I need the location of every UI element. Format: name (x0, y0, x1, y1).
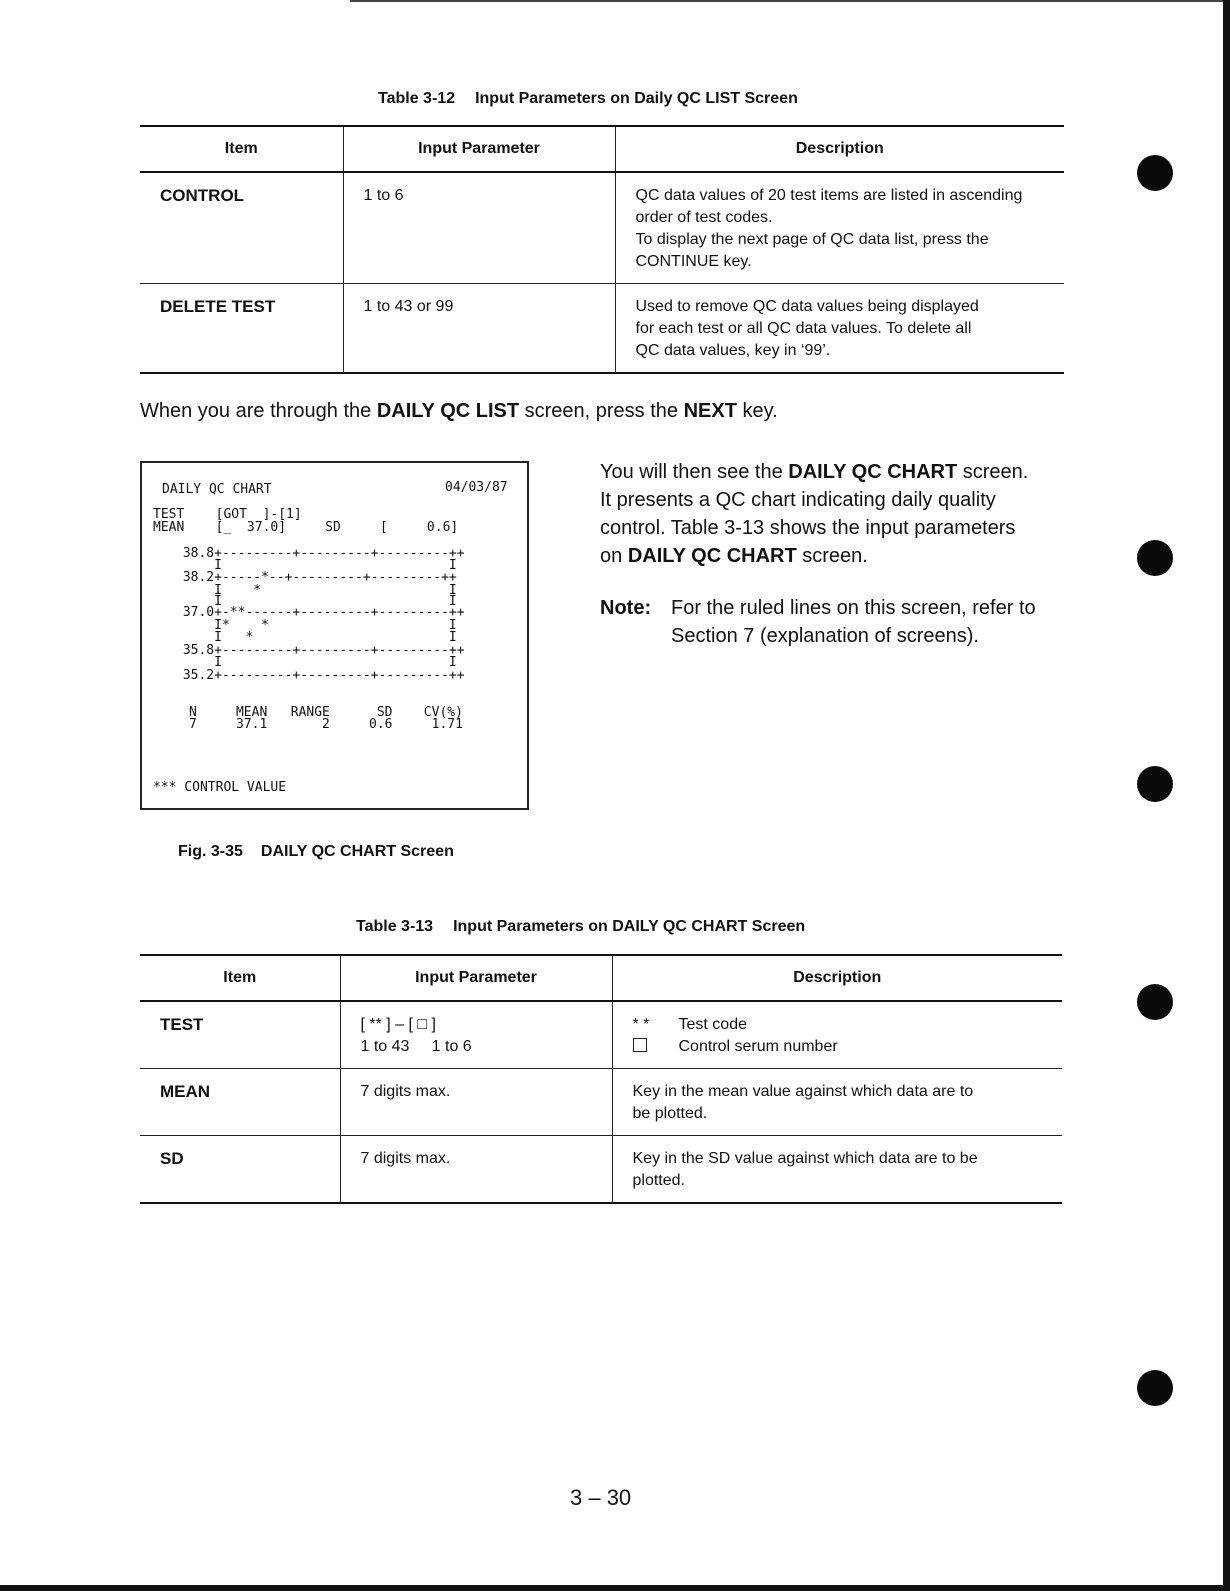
table-313 (140, 954, 1062, 1204)
col-header-description: Description (612, 955, 1062, 1001)
table-312-number: Table 3-12 (378, 90, 456, 107)
row-param: 1 to 6 (343, 172, 615, 284)
row-description (612, 1136, 1062, 1204)
row-item: SD (140, 1136, 340, 1204)
para-screen-name: DAILY QC CHART (788, 461, 958, 483)
row-item: TEST (140, 1001, 340, 1069)
para-screen-name: DAILY QC CHART (627, 545, 797, 567)
row-description (615, 172, 1064, 284)
stats-header: N MEAN RANGE SD CV(%) (189, 705, 463, 720)
binder-hole-icon (1137, 1370, 1173, 1406)
param-format: [ ** ] – [ □ ] (360, 1016, 436, 1033)
table-312-caption (378, 90, 798, 108)
table-row (140, 1069, 1062, 1136)
row-param: 1 to 43 or 99 (343, 284, 615, 374)
col-header-input-parameter: Input Parameter (343, 126, 615, 172)
chart-line: 37.0+-**------+---------+---------++ (175, 605, 465, 620)
intro-key-name: NEXT (683, 400, 737, 422)
chart-description-paragraph (600, 458, 1040, 570)
binder-hole-icon (1137, 540, 1173, 576)
screen-mean-line: MEAN [_ 37.0] SD [ 0.6] (153, 520, 459, 535)
bottom-page-border (0, 1585, 1230, 1591)
table-312-title: Input Parameters on Daily QC LIST Screen (475, 90, 798, 107)
para-text: You will then see the (600, 461, 789, 483)
intro-text: When you are through the (140, 400, 377, 422)
asterisk-symbol: * * (632, 1016, 650, 1033)
right-page-border (1223, 0, 1230, 1591)
col-header-item: Item (140, 955, 340, 1001)
binder-hole-icon (1137, 984, 1173, 1020)
screen-footer: *** CONTROL VALUE (153, 780, 287, 795)
binder-hole-icon (1137, 766, 1173, 802)
desc-text: Control serum number (678, 1038, 838, 1055)
chart-line: 38.8+---------+---------+---------++ (175, 546, 465, 561)
screen-title: DAILY QC CHART (162, 482, 272, 497)
table-row (140, 1001, 1062, 1069)
intro-sentence (140, 400, 778, 423)
chart-line: I I (175, 655, 457, 670)
note-body: For the ruled lines on this screen, refer to Section 7 (explanation of screens). (671, 597, 1036, 647)
col-header-item: Item (140, 126, 343, 172)
figure-title: DAILY QC CHART Screen (260, 843, 454, 860)
row-param (340, 1001, 612, 1069)
stats-values: 7 37.1 2 0.6 1.71 (189, 717, 463, 732)
row-item: DELETE TEST (140, 284, 343, 374)
intro-text: screen, press the (519, 400, 684, 422)
desc-line: plotted. (632, 1172, 685, 1189)
table-312 (140, 125, 1064, 374)
table-row (140, 172, 1064, 284)
desc-line: Key in the mean value against which data are to (632, 1083, 974, 1100)
chart-line: I I (175, 558, 457, 573)
table-313-title: Input Parameters on DAILY QC CHART Screen (453, 918, 806, 935)
col-header-description: Description (615, 126, 1064, 172)
desc-line: CONTINUE key. (635, 253, 752, 270)
chart-line: 35.2+---------+---------+---------++ (175, 668, 465, 683)
row-description (615, 284, 1064, 374)
note-label: Note: (600, 597, 652, 619)
chart-line: I* * I (175, 618, 457, 633)
desc-text: Test code (678, 1016, 747, 1033)
top-edge-line (350, 0, 1230, 2)
desc-line: for each test or all QC data values. To delete all (635, 320, 972, 337)
desc-line: Used to remove QC data values being displayed (635, 298, 979, 315)
screen-test-line: TEST [GOT ]-[1] (153, 507, 302, 522)
chart-line: 35.8+---------+---------+---------++ (175, 643, 465, 658)
intro-text: key. (736, 400, 778, 422)
col-header-input-parameter: Input Parameter (340, 955, 612, 1001)
table-row (140, 1136, 1062, 1204)
desc-line: be plotted. (632, 1105, 708, 1122)
row-item: CONTROL (140, 172, 343, 284)
row-param: 7 digits max. (340, 1136, 612, 1204)
chart-line: I * I (175, 630, 457, 645)
desc-line (633, 1036, 1043, 1058)
row-param: 7 digits max. (340, 1069, 612, 1136)
row-description (612, 1001, 1062, 1069)
para-text: screen. (796, 545, 868, 567)
table-313-number: Table 3-13 (356, 918, 434, 935)
desc-line (633, 1014, 1043, 1036)
table-row (140, 284, 1064, 374)
chart-line: I * I (175, 583, 457, 598)
figure-caption (178, 843, 454, 861)
page-number: 3 – 30 (570, 1485, 632, 1510)
row-description (612, 1069, 1062, 1136)
para-text: screen. It presents a QC chart indicating daily quality control. Table 3-13 shows the input parameters on (600, 461, 1029, 567)
desc-line: order of test codes. (635, 209, 773, 226)
desc-line: QC data values, key in ‘99’. (635, 342, 831, 359)
daily-qc-chart-screen (140, 461, 529, 810)
screen-date: 04/03/87 (445, 480, 508, 495)
param-range: 1 to 43 1 to 6 (360, 1038, 472, 1055)
desc-line: Key in the SD value against which data are to be (632, 1150, 978, 1167)
square-box-icon (633, 1038, 647, 1052)
figure-number: Fig. 3-35 (178, 843, 243, 860)
desc-line: To display the next page of QC data list, press the (635, 231, 989, 248)
row-item: MEAN (140, 1069, 340, 1136)
table-313-caption (356, 918, 805, 936)
desc-line: QC data values of 20 test items are listed in ascending (635, 187, 1023, 204)
chart-line: 38.2+-----*--+---------+---------++ (175, 570, 457, 585)
chart-line: I I (175, 594, 457, 609)
binder-hole-icon (1137, 155, 1173, 191)
intro-screen-name: DAILY QC LIST (376, 400, 520, 422)
